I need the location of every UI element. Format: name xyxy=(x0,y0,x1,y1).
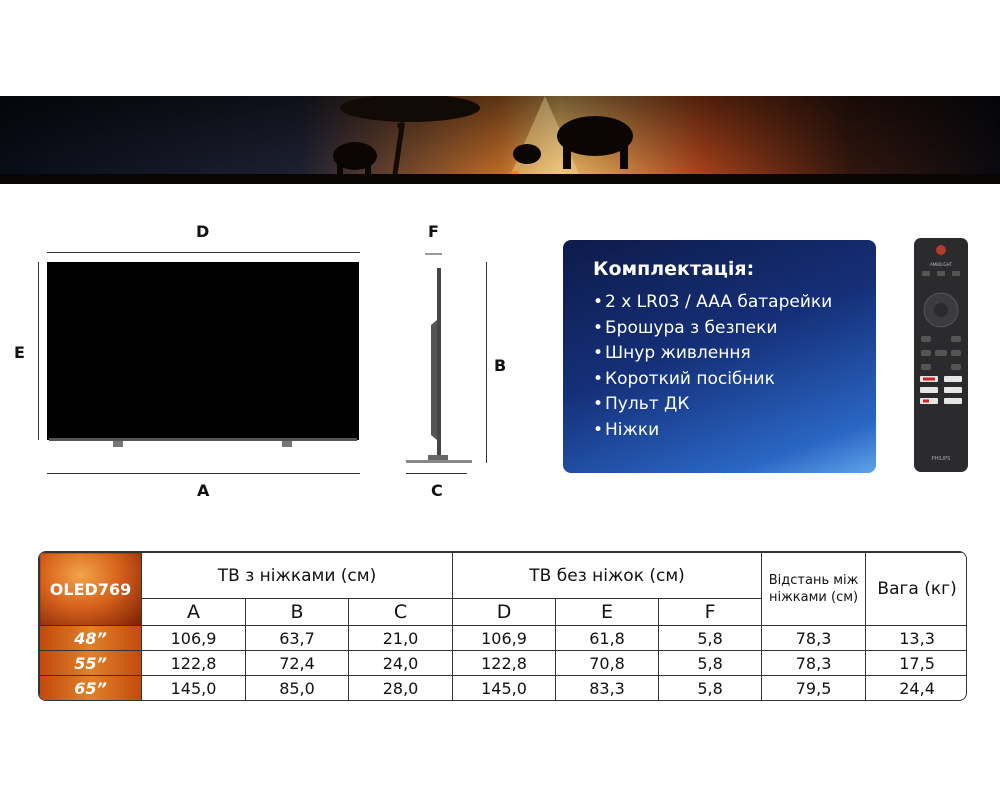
dim-line-e xyxy=(38,262,39,440)
table-cell: 61,8 xyxy=(556,626,659,651)
dim-label-c: C xyxy=(431,481,443,500)
subheader-e: E xyxy=(556,599,659,626)
subheader-f: F xyxy=(659,599,762,626)
kit-item: • 2 x LR03 / AAA батарейки xyxy=(593,292,833,312)
kit-list xyxy=(593,290,876,443)
table-cell: 21,0 xyxy=(349,626,453,651)
kit-item: • Шнур живлення xyxy=(593,343,751,363)
table-cell: 106,9 xyxy=(453,626,556,651)
banner-image xyxy=(0,96,1000,184)
kit-item: • Короткий посібник xyxy=(593,368,775,389)
table-row xyxy=(40,651,968,676)
kit-item: • Ніжки xyxy=(593,419,660,440)
subheader-b: B xyxy=(246,599,349,626)
spec-table xyxy=(38,551,967,701)
table-cell: 85,0 xyxy=(246,676,349,701)
table-cell: 5,8 xyxy=(659,626,762,651)
kit-title: Комплектація: xyxy=(593,258,755,280)
remote-brand-label: PHILIPS xyxy=(931,456,951,462)
table-cell: 24,4 xyxy=(866,676,967,701)
table-cell: 72,4 xyxy=(246,651,349,676)
table-cell: 17,5 xyxy=(866,651,967,676)
kit-contents-panel xyxy=(563,240,876,473)
subheader-d: D xyxy=(453,599,556,626)
table-cell: 5,8 xyxy=(659,651,762,676)
table-cell: 83,3 xyxy=(556,676,659,701)
size-cell: 55” xyxy=(40,651,142,676)
table-cell: 122,8 xyxy=(142,651,246,676)
size-cell: 65” xyxy=(40,676,142,701)
table-cell: 145,0 xyxy=(453,676,556,701)
model-name: OLED769 xyxy=(40,553,142,626)
tv-front-stand xyxy=(47,438,359,450)
table-cell: 24,0 xyxy=(349,651,453,676)
dim-label-d: D xyxy=(196,222,210,241)
table-cell: 78,3 xyxy=(762,651,866,676)
dim-line-c xyxy=(406,473,467,474)
header-with-stand: ТВ з ніжками (см) xyxy=(142,553,453,599)
kit-item: • Брошура з безпеки xyxy=(593,317,778,338)
subheader-c: C xyxy=(349,599,453,626)
dim-label-f: F xyxy=(428,222,439,241)
table-cell: 13,3 xyxy=(866,626,967,651)
table-cell: 145,0 xyxy=(142,676,246,701)
dim-label-b: B xyxy=(494,356,507,375)
remote-control-image xyxy=(913,238,969,474)
table-cell: 5,8 xyxy=(659,676,762,701)
tv-front-view xyxy=(47,262,359,440)
remote-ambilight-label: AMBILIGHT xyxy=(929,262,953,267)
table-row xyxy=(40,676,968,701)
table-cell: 122,8 xyxy=(453,651,556,676)
dim-line-b xyxy=(486,262,487,463)
table-cell: 78,3 xyxy=(762,626,866,651)
table-cell: 70,8 xyxy=(556,651,659,676)
table-cell: 28,0 xyxy=(349,676,453,701)
dim-line-d xyxy=(47,252,360,253)
table-row xyxy=(40,626,968,651)
kit-item: • Пульт ДК xyxy=(593,394,690,414)
tv-side-view xyxy=(400,250,500,480)
header-without-stand: ТВ без ніжок (см) xyxy=(453,553,762,599)
table-cell: 106,9 xyxy=(142,626,246,651)
dim-label-e: E xyxy=(14,343,25,362)
header-stand-distance: Відстань між ніжками (см) xyxy=(762,553,866,626)
table-cell: 79,5 xyxy=(762,676,866,701)
subheader-a: A xyxy=(142,599,246,626)
dim-label-a: A xyxy=(197,481,210,500)
dim-line-a xyxy=(47,473,360,474)
header-weight: Вага (кг) xyxy=(866,553,967,626)
size-cell: 48” xyxy=(40,626,142,651)
table-cell: 63,7 xyxy=(246,626,349,651)
